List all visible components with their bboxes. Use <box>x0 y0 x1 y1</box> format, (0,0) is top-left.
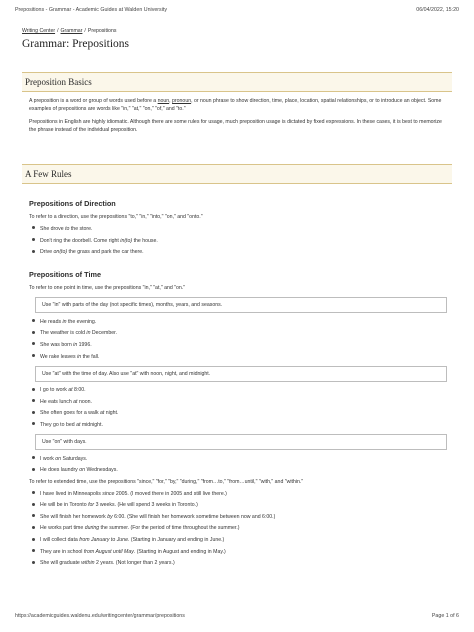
breadcrumb-separator: / <box>84 28 86 34</box>
basics-text: A preposition is a word or group of words used before a <box>29 98 158 104</box>
print-header-datetime: 06/04/2022, 15:20 <box>416 7 459 13</box>
basics-text: , <box>169 98 173 104</box>
item-text: 2005. (I moved there in 2005 and still live there.) <box>114 490 227 497</box>
list-item <box>40 456 452 462</box>
item-text: Wednesdays. <box>85 467 118 474</box>
item-text: I go to work <box>40 387 69 394</box>
list-item <box>40 525 452 531</box>
extended-time-list <box>22 491 452 567</box>
bullet-icon <box>32 503 35 506</box>
list-item <box>40 549 452 555</box>
list-item <box>40 514 452 520</box>
item-text: Drive <box>40 249 54 256</box>
item-text: She drove <box>40 225 66 232</box>
section-heading-rules: A Few Rules <box>22 164 452 184</box>
list-item <box>40 422 452 428</box>
bullet-icon <box>32 354 35 357</box>
bullet-icon <box>32 250 35 253</box>
bullet-icon <box>32 491 35 494</box>
item-text: 1996. <box>77 341 92 348</box>
breadcrumb-separator: / <box>57 28 59 34</box>
note-on: Use "on" with days. <box>35 434 447 450</box>
preposition-text: for <box>88 502 95 509</box>
list-item <box>40 502 452 508</box>
preposition-text: since <box>102 490 115 497</box>
item-text: She will graduate <box>40 560 82 567</box>
bullet-icon <box>32 238 35 241</box>
time-intro: To refer to one point in time, use the prepositions "in," "at," and "on." <box>29 285 186 292</box>
item-text: He does laundry <box>40 467 80 474</box>
item-text: She will finish her homework <box>40 513 108 520</box>
bullet-icon <box>32 526 35 529</box>
list-item <box>40 342 452 348</box>
item-text: He works part time <box>40 525 85 532</box>
item-text: The weather is cold <box>40 330 87 337</box>
item-text: She often goes for a walk <box>40 410 100 417</box>
item-text: She was born <box>40 341 74 348</box>
list-item <box>40 399 452 405</box>
section-heading-basics: Preposition Basics <box>22 72 452 92</box>
list-item <box>40 537 452 543</box>
bullet-icon <box>32 422 35 425</box>
bullet-icon <box>32 319 35 322</box>
preposition-text: at <box>76 421 81 428</box>
item-text: night. <box>104 410 119 417</box>
time-on-list <box>22 456 452 474</box>
list-item <box>40 491 452 497</box>
breadcrumb-writing-center[interactable]: Writing Center <box>22 28 56 34</box>
print-header <box>15 7 459 13</box>
list-item <box>40 354 452 360</box>
item-text: I work <box>40 455 56 462</box>
basics-paragraph-2: Prepositions in English are highly idiomatic. Although there are some rules for usage, much preposition usage is dictated by fixed expressions. In these cases, it is best to memorize the phrase instead of the individual preposition. <box>29 119 442 133</box>
item-text: the grass and park the car there. <box>67 249 144 256</box>
list-item <box>40 238 452 244</box>
breadcrumb <box>22 28 452 34</box>
item-text: He eats lunch <box>40 398 74 405</box>
preposition-text: from August until May <box>83 548 134 555</box>
item-text: the evening. <box>66 318 97 325</box>
pronoun-link[interactable]: pronoun <box>172 98 192 104</box>
preposition-text: at <box>99 410 105 417</box>
bullet-icon <box>32 538 35 541</box>
breadcrumb-current: Prepositions <box>87 28 117 34</box>
preposition-text: on <box>79 467 85 474</box>
direction-list <box>22 226 452 255</box>
item-text: Saturdays. <box>61 455 88 462</box>
bullet-icon <box>32 456 35 459</box>
list-item <box>40 249 452 255</box>
bullet-icon <box>32 468 35 471</box>
item-text: noon. <box>77 398 92 405</box>
item-text: the store. <box>69 225 93 232</box>
print-footer <box>15 613 459 619</box>
preposition-text: in(to) <box>120 237 133 244</box>
bullet-icon <box>32 331 35 334</box>
bullet-icon <box>32 411 35 414</box>
bullet-icon <box>32 226 35 229</box>
preposition-text: on <box>55 455 62 462</box>
note-at: Use "at" with the time of day. Also use "at" with noon, night, and midnight. <box>35 366 447 382</box>
item-text: the house. <box>132 237 158 244</box>
list-item <box>40 467 452 473</box>
preposition-text: from January to June <box>79 537 128 544</box>
basics-paragraph-1 <box>29 98 449 113</box>
item-text: They go to bed <box>40 421 77 428</box>
item-text: 2 years. (Not longer than 2 years.) <box>94 560 175 567</box>
bullet-icon <box>32 561 35 564</box>
item-text: . (Starting in January and ending in June.) <box>127 537 225 544</box>
item-text: Don't ring the doorbell. Come right <box>40 237 121 244</box>
list-item <box>40 387 452 393</box>
item-text: They are in school <box>40 548 84 555</box>
bullet-icon <box>32 399 35 402</box>
preposition-text: to <box>65 225 70 232</box>
item-text: the fall. <box>81 353 100 360</box>
basics-text: , or noun phrase to show direction, time, place, location, spatial relationships, or to introduce an object. Some examples of prepositions are words like "in," "at," "on," "of," and "to." <box>29 98 442 112</box>
print-footer-page: Page 1 of 6 <box>431 613 459 619</box>
item-text: 3 weeks. (He will spend 3 weeks in Toronto.) <box>94 502 198 509</box>
preposition-text: on(to) <box>53 249 68 256</box>
subheading-time: Prepositions of Time <box>29 270 102 280</box>
preposition-text: in <box>62 318 67 325</box>
item-text: We rake leaves <box>40 353 78 360</box>
direction-intro: To refer to a direction, use the prepositions "to," "in," "into," "on," and "onto." <box>29 214 203 221</box>
preposition-text: by <box>107 513 113 520</box>
bullet-icon <box>32 514 35 517</box>
subheading-direction: Prepositions of Direction <box>29 199 116 209</box>
list-item <box>40 226 452 232</box>
preposition-text: at <box>68 387 73 394</box>
preposition-text: during <box>84 525 100 532</box>
item-text: I will collect data <box>40 537 80 544</box>
item-text: midnight. <box>80 421 103 428</box>
item-text: 6:00. (She will finish her homework sometime between now and 6:00.) <box>112 513 276 520</box>
preposition-text: at <box>73 398 78 405</box>
item-text: I have lived in Minneapolis <box>40 490 103 497</box>
item-text: He reads <box>40 318 63 325</box>
main-content <box>22 28 452 566</box>
list-item <box>40 319 452 325</box>
extended-time-intro: To refer to extended time, use the prepositions "since," "for," "by," "during," "from…to," "from…until," "with," and "within." <box>29 479 304 486</box>
preposition-text: in <box>73 341 78 348</box>
preposition-text: within <box>81 560 95 567</box>
item-text: 8:00. <box>72 387 86 394</box>
preposition-text: in <box>86 330 91 337</box>
breadcrumb-grammar[interactable]: Grammar <box>60 28 83 34</box>
list-item <box>40 410 452 416</box>
item-text: He will be in Toronto <box>40 502 89 509</box>
bullet-icon <box>32 549 35 552</box>
time-at-list <box>22 387 452 428</box>
page-title: Grammar: Prepositions <box>22 38 129 50</box>
bullet-icon <box>32 342 35 345</box>
bullet-icon <box>32 388 35 391</box>
list-item <box>40 330 452 336</box>
print-header-title: Prepositions - Grammar - Academic Guides at Walden University <box>15 7 167 13</box>
item-text: . (Starting in August and ending in May.) <box>133 548 226 555</box>
item-text: December. <box>90 330 117 337</box>
item-text: the summer. (For the period of time throughout the summer.) <box>99 525 240 532</box>
time-in-list <box>22 319 452 360</box>
list-item <box>40 560 452 566</box>
noun-link[interactable]: noun <box>157 98 170 104</box>
preposition-text: in <box>77 353 82 360</box>
print-footer-url: https://academicguides.waldenu.edu/writingcenter/grammar/prepositions <box>15 613 185 619</box>
note-in: Use "in" with parts of the day (not specific times), months, years, and seasons. <box>35 297 447 313</box>
